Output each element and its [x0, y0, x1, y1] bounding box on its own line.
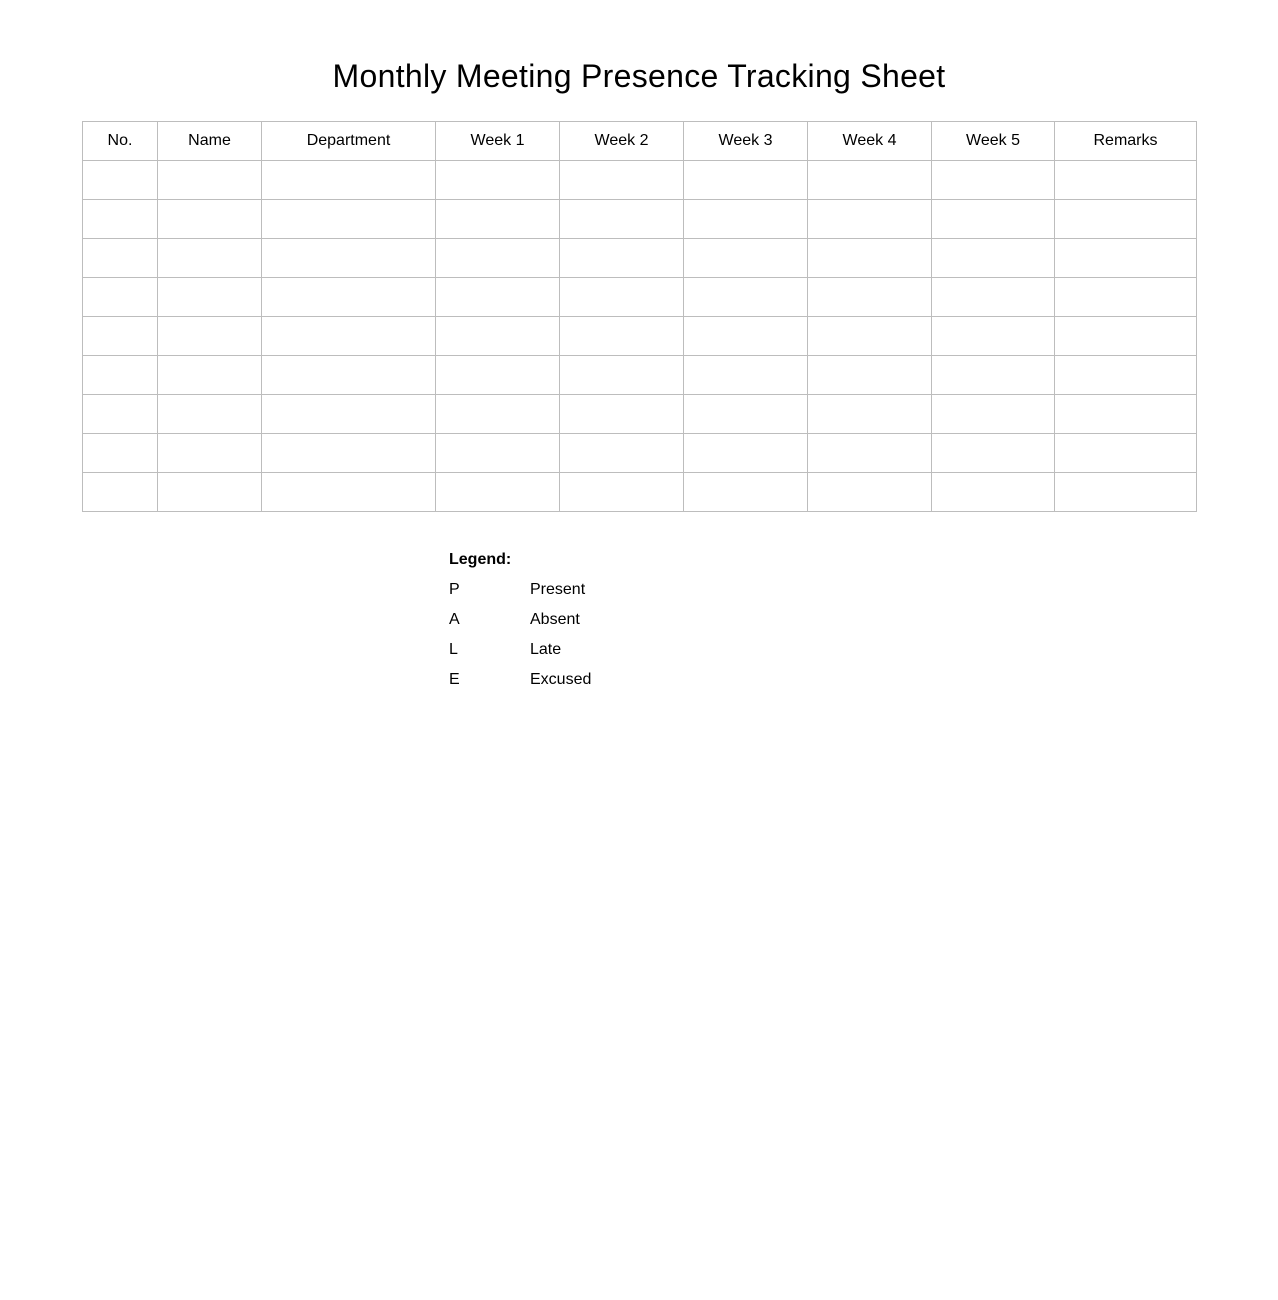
legend-item	[449, 581, 591, 611]
column-header: Week 4	[808, 122, 932, 161]
attendance-table	[82, 121, 1197, 512]
table-row	[83, 395, 1197, 434]
table-cell[interactable]	[1055, 473, 1197, 512]
table-cell[interactable]	[560, 200, 684, 239]
legend-meaning: Excused	[530, 671, 592, 688]
table-cell[interactable]	[560, 356, 684, 395]
table-cell[interactable]	[83, 395, 158, 434]
table-row	[83, 278, 1197, 317]
table-cell[interactable]	[158, 239, 262, 278]
table-cell[interactable]	[158, 473, 262, 512]
legend-meaning: Late	[530, 641, 562, 658]
table-row	[83, 473, 1197, 512]
table-cell[interactable]	[684, 473, 808, 512]
legend-item	[449, 611, 591, 641]
table-cell[interactable]	[1055, 317, 1197, 356]
table-cell[interactable]	[932, 434, 1055, 473]
table-cell[interactable]	[262, 473, 436, 512]
legend-code: E	[449, 671, 460, 688]
legend-item	[449, 641, 591, 671]
table-cell[interactable]	[436, 161, 560, 200]
table-cell[interactable]	[1055, 434, 1197, 473]
table-row	[83, 239, 1197, 278]
column-header: Name	[158, 122, 262, 161]
column-header: Week 3	[684, 122, 808, 161]
table-cell[interactable]	[560, 278, 684, 317]
table-row	[83, 434, 1197, 473]
table-cell[interactable]	[436, 473, 560, 512]
table-cell[interactable]	[932, 161, 1055, 200]
table-row	[83, 200, 1197, 239]
table-cell[interactable]	[808, 239, 932, 278]
table-cell[interactable]	[560, 161, 684, 200]
table-cell[interactable]	[436, 356, 560, 395]
table-cell[interactable]	[1055, 278, 1197, 317]
column-header: Department	[262, 122, 436, 161]
table-cell[interactable]	[808, 395, 932, 434]
table-cell[interactable]	[262, 200, 436, 239]
table-cell[interactable]	[808, 356, 932, 395]
table-cell[interactable]	[684, 161, 808, 200]
table-cell[interactable]	[436, 200, 560, 239]
table-cell[interactable]	[1055, 161, 1197, 200]
table-cell[interactable]	[932, 395, 1055, 434]
header-row	[83, 122, 1197, 161]
table-cell[interactable]	[158, 434, 262, 473]
table-cell[interactable]	[684, 239, 808, 278]
table-row	[83, 356, 1197, 395]
legend-code: L	[449, 641, 458, 658]
table-cell[interactable]	[262, 356, 436, 395]
table-cell[interactable]	[262, 239, 436, 278]
table-cell[interactable]	[436, 239, 560, 278]
table-cell[interactable]	[684, 356, 808, 395]
table-cell[interactable]	[932, 239, 1055, 278]
table-cell[interactable]	[932, 200, 1055, 239]
table-cell[interactable]	[560, 473, 684, 512]
legend-title: Legend:	[449, 551, 512, 568]
table-cell[interactable]	[83, 239, 158, 278]
table-cell[interactable]	[83, 473, 158, 512]
table-cell[interactable]	[932, 278, 1055, 317]
table-cell[interactable]	[560, 317, 684, 356]
table-cell[interactable]	[684, 395, 808, 434]
table-cell[interactable]	[262, 278, 436, 317]
legend-code: P	[449, 581, 460, 598]
table-cell[interactable]	[262, 317, 436, 356]
table-cell[interactable]	[83, 434, 158, 473]
table-cell[interactable]	[158, 161, 262, 200]
legend	[449, 551, 591, 701]
legend-meaning: Absent	[530, 611, 580, 628]
table-cell[interactable]	[808, 161, 932, 200]
table-cell[interactable]	[83, 356, 158, 395]
table-cell[interactable]	[932, 317, 1055, 356]
table-cell[interactable]	[158, 317, 262, 356]
table-cell[interactable]	[158, 200, 262, 239]
column-header: Week 5	[932, 122, 1055, 161]
table-cell[interactable]	[684, 317, 808, 356]
table-cell[interactable]	[560, 434, 684, 473]
legend-code: A	[449, 611, 460, 628]
table-cell[interactable]	[158, 278, 262, 317]
column-header: Week 2	[560, 122, 684, 161]
table-cell[interactable]	[560, 395, 684, 434]
table-cell[interactable]	[684, 278, 808, 317]
table-row	[83, 161, 1197, 200]
table-cell[interactable]	[1055, 200, 1197, 239]
table-cell[interactable]	[684, 200, 808, 239]
table-cell[interactable]	[83, 200, 158, 239]
table-cell[interactable]	[262, 434, 436, 473]
table-cell[interactable]	[808, 317, 932, 356]
table-row	[83, 317, 1197, 356]
table-cell[interactable]	[436, 317, 560, 356]
legend-meaning: Present	[530, 581, 586, 598]
page-title: Monthly Meeting Presence Tracking Sheet	[332, 58, 946, 94]
table-cell[interactable]	[262, 161, 436, 200]
table-cell[interactable]	[808, 473, 932, 512]
table-cell[interactable]	[808, 200, 932, 239]
table-cell[interactable]	[808, 278, 932, 317]
table-cell[interactable]	[83, 161, 158, 200]
table-cell[interactable]	[808, 434, 932, 473]
table-cell[interactable]	[83, 317, 158, 356]
column-header: Week 1	[436, 122, 560, 161]
table-cell[interactable]	[436, 278, 560, 317]
table-cell[interactable]	[932, 473, 1055, 512]
table-cell[interactable]	[932, 356, 1055, 395]
table-cell[interactable]	[436, 395, 560, 434]
legend-item	[449, 671, 591, 701]
column-header: No.	[83, 122, 158, 161]
column-header: Remarks	[1055, 122, 1197, 161]
table-cell[interactable]	[1055, 395, 1197, 434]
table-cell[interactable]	[436, 434, 560, 473]
table-cell[interactable]	[560, 239, 684, 278]
table-cell[interactable]	[1055, 356, 1197, 395]
table-cell[interactable]	[1055, 239, 1197, 278]
table-cell[interactable]	[262, 395, 436, 434]
table-cell[interactable]	[158, 356, 262, 395]
table-cell[interactable]	[83, 278, 158, 317]
table-cell[interactable]	[158, 395, 262, 434]
table-cell[interactable]	[684, 434, 808, 473]
